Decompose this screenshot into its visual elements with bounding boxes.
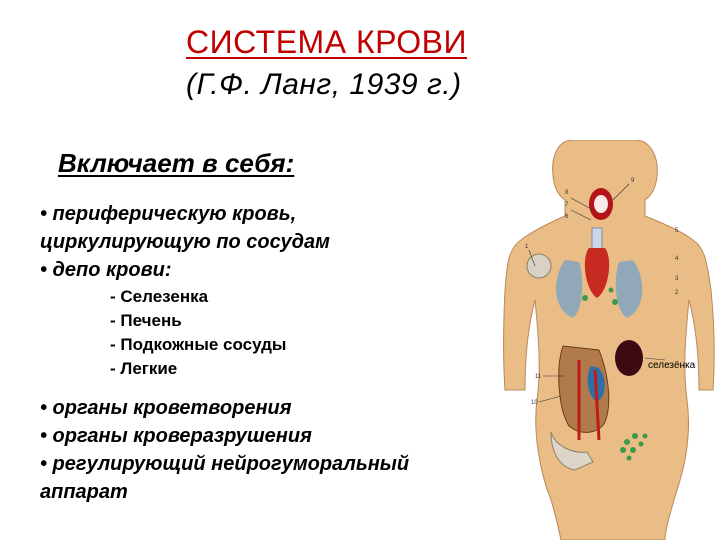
label-3: 3 [675,276,679,282]
label-7: 7 [565,202,569,208]
spleen [615,340,643,376]
depot-item-lungs: - Легкие [110,359,178,378]
shoulder-joint [527,254,551,278]
depot-item-spleen: - Селезенка [110,287,209,306]
bullet-peripheral-blood: • периферическую кровь, [40,203,297,225]
bullet-peripheral-blood-cont: циркулирующую по сосудам [40,231,330,253]
label-10: 10 [531,400,538,406]
slide-title: СИСТЕМА КРОВИ [186,24,467,60]
label-5: 5 [675,228,679,234]
label-9: 9 [631,178,635,184]
depot-list [110,285,286,381]
depot-item-subcutaneous: - Подкожные сосуды [110,335,287,354]
bullet-regulatory-cont: аппарат [40,481,128,503]
bullet-list-bottom [40,394,500,506]
label-11: 11 [535,374,542,380]
label-1: 1 [525,244,529,250]
bullet-list-top [40,200,500,284]
label-6: 6 [565,214,569,220]
slide-subtitle: (Г.Ф. Ланг, 1939 г.) [186,68,462,101]
bullet-hematopoiesis: • органы кроветворения [40,397,292,419]
depot-item-liver: - Печень [110,311,182,330]
label-8: 8 [565,190,569,196]
label-2: 2 [675,290,679,296]
bullet-blood-depot: • депо крови: [40,259,172,281]
body-anatomy-illustration [495,140,717,540]
spleen-label: селезёнка [648,360,696,371]
includes-heading: Включает в себя: [58,148,295,178]
bullet-regulatory: • регулирующий нейрогуморальный [40,453,410,475]
bullet-blood-destruction: • органы кроверазрушения [40,425,312,447]
label-4: 4 [675,256,679,262]
